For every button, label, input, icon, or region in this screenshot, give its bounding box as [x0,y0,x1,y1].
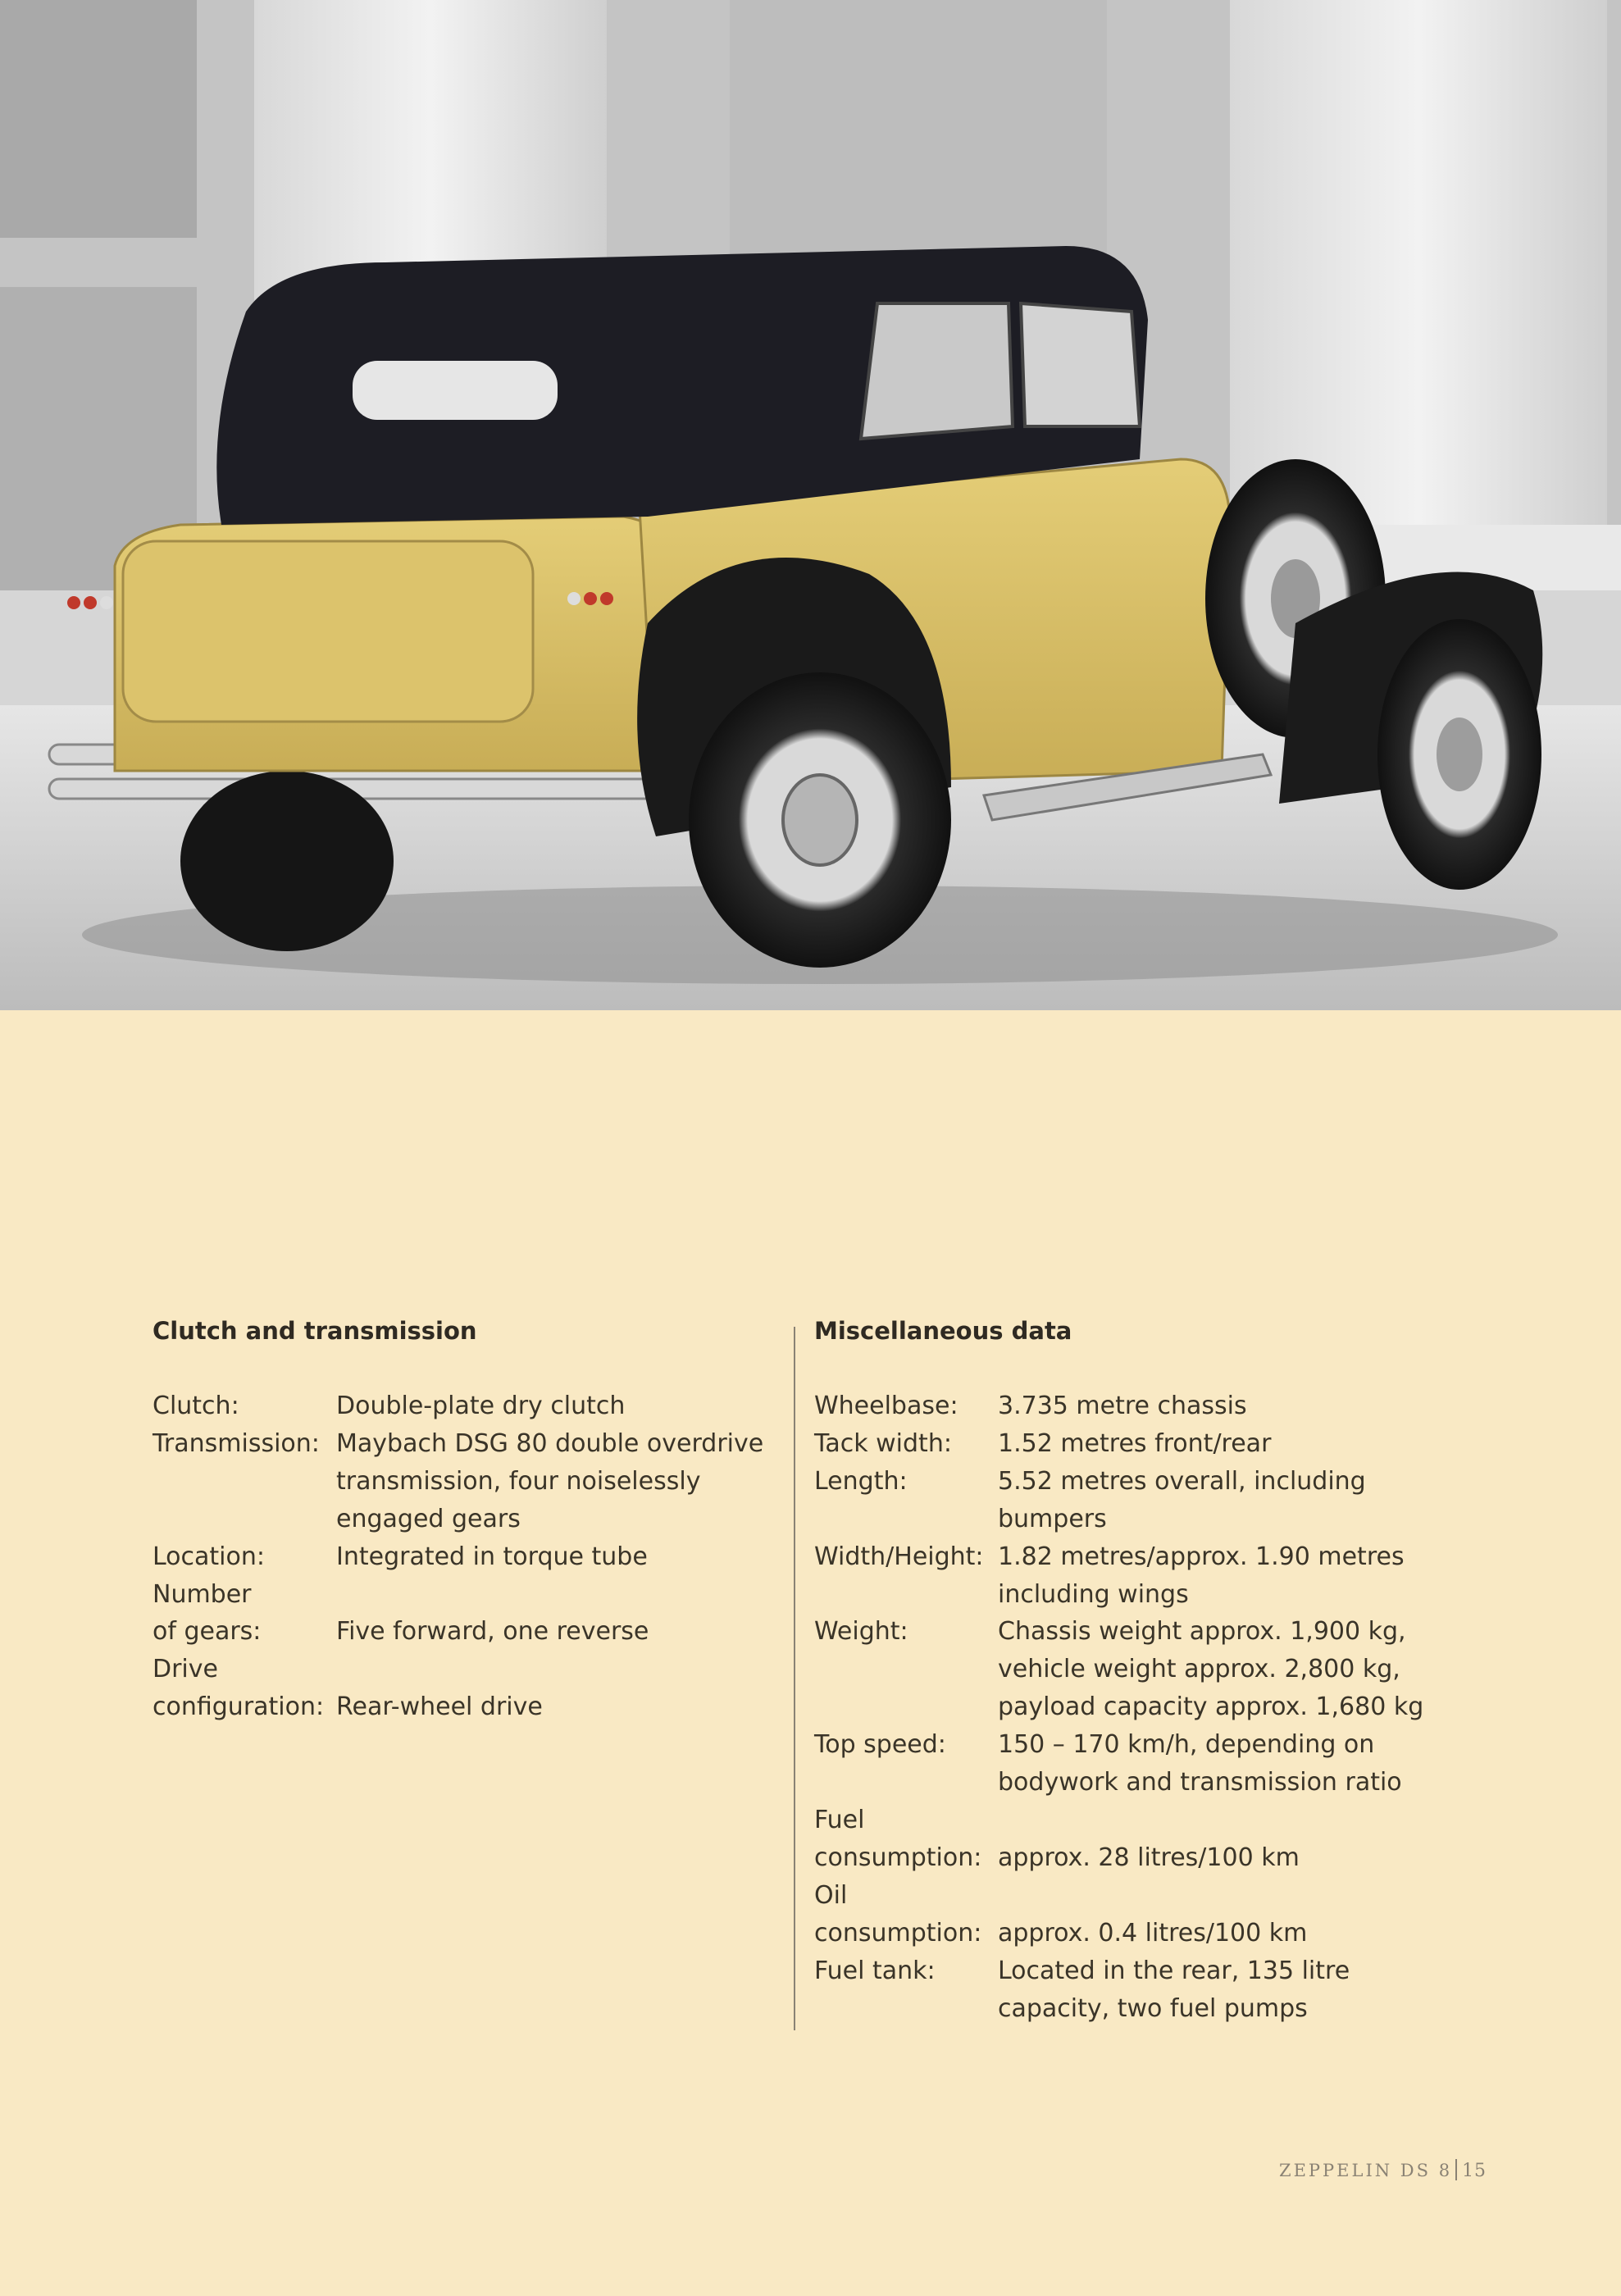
spec-label: Length: [814,1466,908,1496]
spec-label: consumption: [814,1918,982,1947]
spec-label: configuration: [153,1692,325,1722]
spec-label [814,1501,998,1538]
spec-row [814,1651,1470,1688]
spec-value: Rear-wheel drive [336,1692,543,1722]
spec-row [814,1952,1470,1990]
spec-row [814,1576,1470,1614]
spec-value [998,1802,1470,1839]
spec-value: 1.52 metres front/rear [998,1428,1272,1458]
spec-label: Weight: [814,1617,908,1647]
spec-value: approx. 28 litres/100 km [998,1843,1300,1872]
spec-value: vehicle weight approx. 2,800 kg, [998,1655,1400,1684]
spec-value: transmission, four noiselessly [336,1466,701,1496]
spec-value: 1.82 metres/approx. 1.90 metres [998,1542,1405,1571]
spec-value [336,1651,776,1688]
page-number: 15 [1462,2161,1487,2181]
spec-row [814,1463,1470,1501]
column-divider [794,1327,795,2030]
spec-label [814,1576,998,1614]
footer-separator [1455,2159,1457,2180]
spec-label [814,1990,998,2028]
spec-label: Width/Height: [814,1542,984,1571]
clutch-transmission-section [153,1312,776,1726]
spec-label: of gears: [153,1617,262,1647]
spec-row [814,1425,1470,1463]
spec-label: Clutch: [153,1392,239,1420]
spec-label [814,1688,998,1726]
spec-value: bodywork and transmission ratio [998,1768,1402,1797]
spec-value: 5.52 metres overall, including [998,1466,1366,1496]
spec-row [814,1839,1470,1877]
spec-label: Fuel tank: [814,1956,936,1985]
spec-label: Oil [814,1880,848,1910]
spec-row [814,1915,1470,1952]
spec-row [153,1425,776,1463]
spec-value: 3.735 metre chassis [998,1392,1247,1420]
spec-value: capacity, two fuel pumps [998,1993,1308,2023]
spec-label: Number [153,1579,252,1609]
spec-value: Double-plate dry clutch [336,1392,626,1420]
spec-row [814,1387,1470,1425]
spec-value: Chassis weight approx. 1,900 kg, [998,1617,1406,1647]
spec-label: Tack width: [814,1428,952,1458]
spec-row [814,1613,1470,1651]
spec-value: bumpers [998,1504,1107,1533]
page-footer [1279,2159,1487,2181]
spec-value: Maybach DSG 80 double overdrive [336,1428,764,1458]
spec-label: Location: [153,1542,265,1571]
spec-row [814,1688,1470,1726]
spec-row [153,1651,776,1688]
spec-row [814,1990,1470,2028]
spec-row [814,1764,1470,1802]
spec-row [814,1501,1470,1538]
spec-label [153,1501,336,1538]
spec-value: engaged gears [336,1504,521,1533]
spec-row [814,1802,1470,1839]
spec-value: payload capacity approx. 1,680 kg [998,1692,1424,1722]
section-heading: Miscellaneous data [814,1317,1072,1345]
spec-label [814,1764,998,1802]
spec-value: 150 – 170 km/h, depending on [998,1730,1375,1760]
spec-row [153,1501,776,1538]
spec-label [814,1651,998,1688]
spec-value: approx. 0.4 litres/100 km [998,1918,1308,1947]
spec-label: consumption: [814,1843,982,1872]
spec-value [998,1877,1470,1915]
spec-label [153,1463,336,1501]
spec-value: including wings [998,1579,1189,1609]
car-photo [0,0,1621,1010]
spec-label: Transmission: [153,1428,320,1458]
spec-row [814,1538,1470,1576]
spec-label: Wheelbase: [814,1392,958,1420]
spec-row [153,1576,776,1614]
misc-data-section [814,1312,1470,2027]
spec-row [153,1688,776,1726]
spec-label: Drive [153,1655,218,1684]
section-heading: Clutch and transmission [153,1317,477,1345]
spec-row [153,1613,776,1651]
footer-brand: ZEPPELIN DS 8 [1279,2161,1453,2180]
spec-row [814,1726,1470,1764]
spec-label: Top speed: [814,1730,946,1760]
spec-label: Fuel [814,1805,865,1834]
spec-value: Five forward, one reverse [336,1617,649,1647]
spec-row [153,1387,776,1425]
spec-value: Located in the rear, 135 litre [998,1956,1350,1985]
spec-row [153,1463,776,1501]
spec-value [336,1576,776,1614]
spec-row [153,1538,776,1576]
spec-value: Integrated in torque tube [336,1542,648,1571]
spec-row [814,1877,1470,1915]
